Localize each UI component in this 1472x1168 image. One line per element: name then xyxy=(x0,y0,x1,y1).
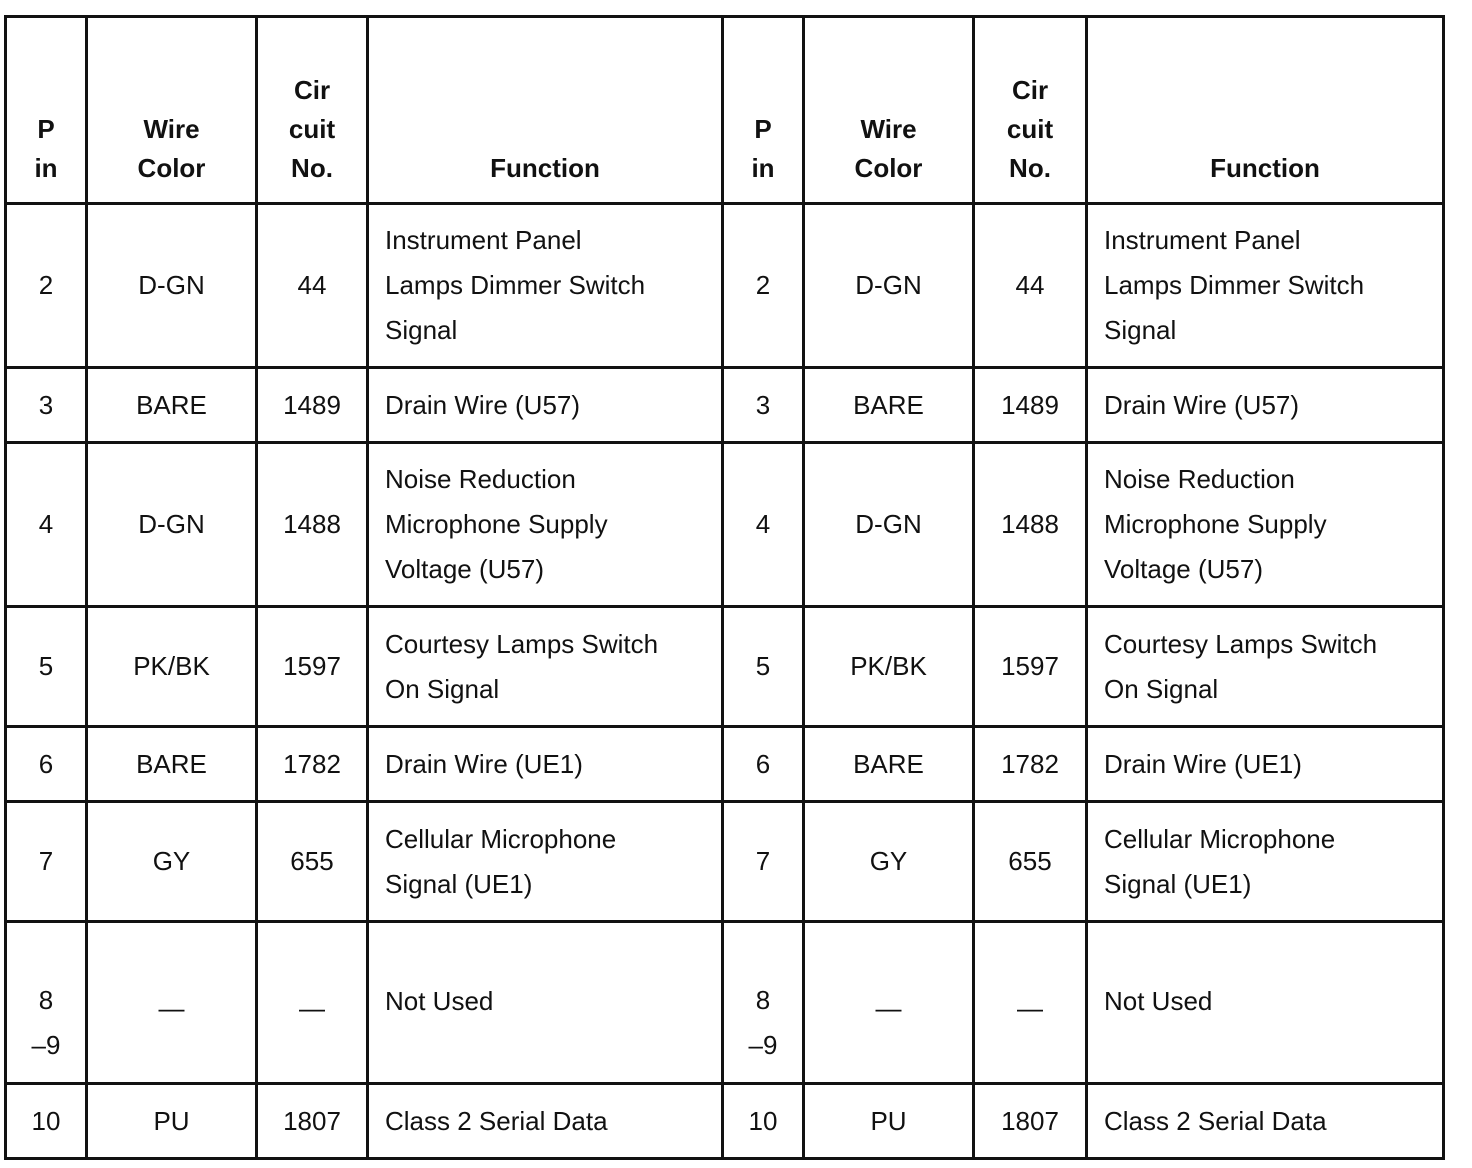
pin-cell: 8 –9 xyxy=(6,922,87,1084)
wire-color-cell: BARE xyxy=(87,727,257,802)
pin-cell: 7 xyxy=(6,802,87,922)
function-cell: Noise Reduction Microphone Supply Voltage (U57) xyxy=(1087,443,1444,607)
header-circuit-no: Cir cuit No. xyxy=(974,17,1087,204)
pin-cell: 10 xyxy=(723,1084,804,1159)
function-cell: Instrument Panel Lamps Dimmer Switch Signal xyxy=(368,204,723,368)
table-row xyxy=(6,802,1444,922)
circuit-cell: 1807 xyxy=(974,1084,1087,1159)
circuit-cell: 1488 xyxy=(257,443,368,607)
header-wire-color: Wire Color xyxy=(804,17,974,204)
pin-cell: 2 xyxy=(723,204,804,368)
wire-color-cell: PK/BK xyxy=(804,607,974,727)
wire-color-cell: BARE xyxy=(87,368,257,443)
header-wire-color: Wire Color xyxy=(87,17,257,204)
wire-color-cell: PU xyxy=(87,1084,257,1159)
function-cell: Drain Wire (UE1) xyxy=(368,727,723,802)
header-pin: P in xyxy=(6,17,87,204)
circuit-cell: 655 xyxy=(974,802,1087,922)
circuit-cell: 1782 xyxy=(974,727,1087,802)
table-row xyxy=(6,368,1444,443)
header-function: Function xyxy=(1087,17,1444,204)
function-cell: Cellular Microphone Signal (UE1) xyxy=(368,802,723,922)
circuit-cell: 1597 xyxy=(974,607,1087,727)
circuit-cell: 44 xyxy=(974,204,1087,368)
table-row xyxy=(6,922,1444,1084)
pin-cell: 4 xyxy=(723,443,804,607)
pin-cell: 8 –9 xyxy=(723,922,804,1084)
connector-pinout-table xyxy=(4,15,1445,1160)
function-cell: Not Used xyxy=(368,922,723,1084)
pin-cell: 3 xyxy=(723,368,804,443)
circuit-cell: 1489 xyxy=(257,368,368,443)
circuit-cell: 655 xyxy=(257,802,368,922)
header-row xyxy=(6,17,1444,204)
table-row xyxy=(6,727,1444,802)
wire-color-cell: D-GN xyxy=(804,443,974,607)
circuit-cell: 1489 xyxy=(974,368,1087,443)
pin-cell: 6 xyxy=(6,727,87,802)
pin-cell: 5 xyxy=(6,607,87,727)
table-row xyxy=(6,607,1444,727)
pin-cell: 2 xyxy=(6,204,87,368)
pin-cell: 6 xyxy=(723,727,804,802)
header-function: Function xyxy=(368,17,723,204)
pin-cell: 7 xyxy=(723,802,804,922)
wire-color-cell: D-GN xyxy=(87,204,257,368)
circuit-cell: 1597 xyxy=(257,607,368,727)
pin-cell: 5 xyxy=(723,607,804,727)
circuit-cell: 1488 xyxy=(974,443,1087,607)
wire-color-cell: PK/BK xyxy=(87,607,257,727)
function-cell: Courtesy Lamps Switch On Signal xyxy=(1087,607,1444,727)
pin-cell: 3 xyxy=(6,368,87,443)
circuit-cell: — xyxy=(257,922,368,1084)
wire-color-cell: — xyxy=(87,922,257,1084)
function-cell: Noise Reduction Microphone Supply Voltage (U57) xyxy=(368,443,723,607)
function-cell: Instrument Panel Lamps Dimmer Switch Signal xyxy=(1087,204,1444,368)
circuit-cell: 1807 xyxy=(257,1084,368,1159)
table-row xyxy=(6,1084,1444,1159)
header-circuit-no: Cir cuit No. xyxy=(257,17,368,204)
wire-color-cell: D-GN xyxy=(804,204,974,368)
function-cell: Class 2 Serial Data xyxy=(1087,1084,1444,1159)
wire-color-cell: GY xyxy=(804,802,974,922)
wire-color-cell: GY xyxy=(87,802,257,922)
function-cell: Cellular Microphone Signal (UE1) xyxy=(1087,802,1444,922)
circuit-cell: — xyxy=(974,922,1087,1084)
pin-cell: 10 xyxy=(6,1084,87,1159)
function-cell: Drain Wire (U57) xyxy=(1087,368,1444,443)
function-cell: Class 2 Serial Data xyxy=(368,1084,723,1159)
wire-color-cell: BARE xyxy=(804,368,974,443)
function-cell: Drain Wire (U57) xyxy=(368,368,723,443)
wire-color-cell: BARE xyxy=(804,727,974,802)
wire-color-cell: D-GN xyxy=(87,443,257,607)
wire-color-cell: — xyxy=(804,922,974,1084)
function-cell: Courtesy Lamps Switch On Signal xyxy=(368,607,723,727)
header-pin: P in xyxy=(723,17,804,204)
pin-cell: 4 xyxy=(6,443,87,607)
function-cell: Not Used xyxy=(1087,922,1444,1084)
wire-color-cell: PU xyxy=(804,1084,974,1159)
circuit-cell: 44 xyxy=(257,204,368,368)
table-row xyxy=(6,204,1444,368)
function-cell: Drain Wire (UE1) xyxy=(1087,727,1444,802)
table-row xyxy=(6,443,1444,607)
circuit-cell: 1782 xyxy=(257,727,368,802)
